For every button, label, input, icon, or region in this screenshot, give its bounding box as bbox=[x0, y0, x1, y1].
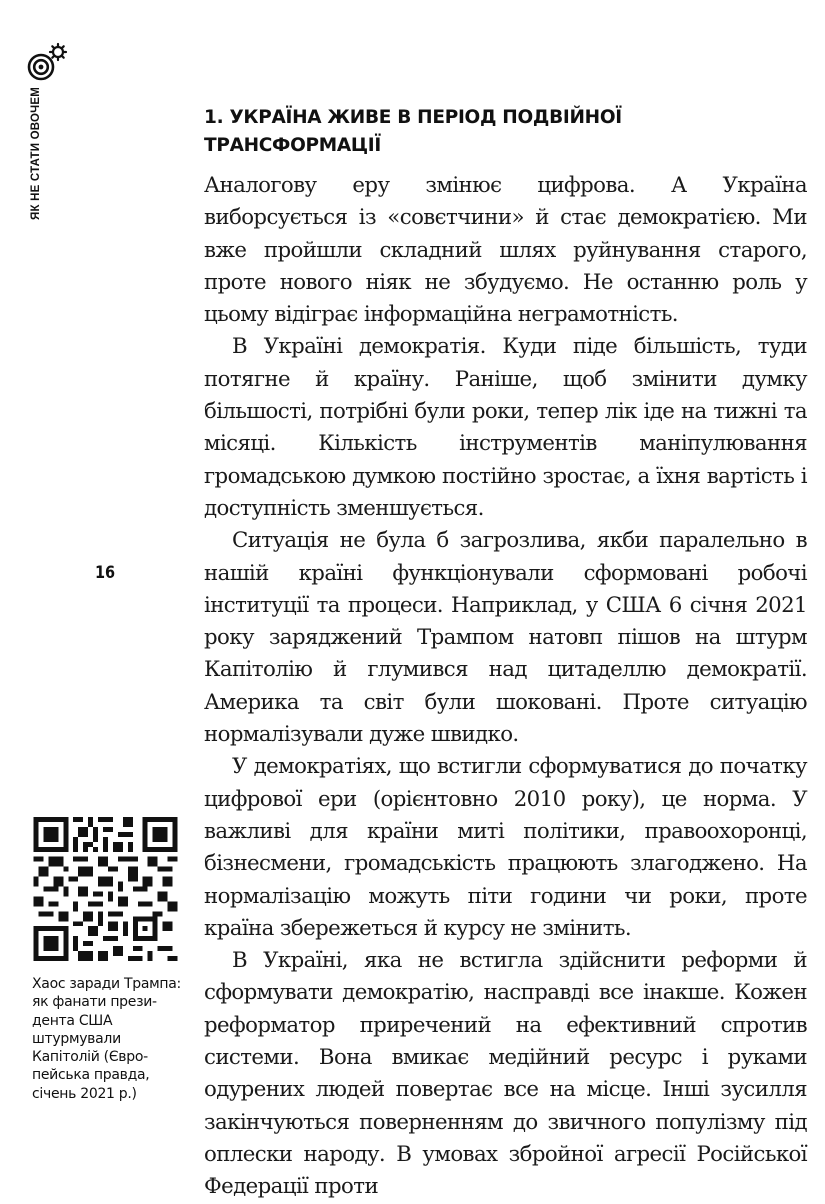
section-heading: 1. УКРАЇНА ЖИВЕ В ПЕРІОД ПОДВІЙНОЇ ТРАНСФОРМАЦІЇ bbox=[204, 107, 622, 156]
target-and-gear-icon bbox=[27, 42, 71, 82]
qr-caption: Хаос заради Трампа: як фанати прези-дента США штурмували Капітолій (Євро-пейська правда, січень 2021 р.) bbox=[32, 976, 181, 1102]
qr-code-icon[interactable] bbox=[33, 817, 178, 961]
paragraph: В Україні демократія. Куди піде більшість, туди потягне й країну. Раніше, щоб змінити думку більшості, потрібні були роки, тепер лік іде на тижні та місяці. Кількість інструментів маніпулювання громадською думкою постійно зростає, а їхня вартість і доступність зменшується. bbox=[204, 334, 807, 521]
paragraph: В Україні, яка не встигла здійснити реформи й сформувати демократію, насправді все інакше. Кожен реформатор приречений на ефективний спротив системи. Вона вмикає медійний ресурс і руками одурених людей повертає все на місце. Інші зусилля закінчуються поверненням до звичного популізму під оплески народу. В умовах збройної агресії Російської Федерації проти bbox=[204, 948, 807, 1200]
page-number: 16 bbox=[95, 563, 116, 583]
paragraph: У демократіях, що встигли сформуватися до початку цифрової ери (орієнтовно 2010 року), це норма. У важливі для країни миті політики, правоохоронці, бізнесмени, громадськість працюють злагоджено. На нормалізацію можуть піти години чи роки, проте країна збережеться й курсу не змінить. bbox=[204, 754, 807, 941]
body-text bbox=[204, 170, 807, 1204]
paragraph: Аналогову еру змінює цифрова. А Україна виборсується із «совєтчини» й стає демократією. Ми вже пройшли складний шлях руйнування старого, проте нового ніяк не збудуємо. Не останню роль у цьому відіграє інформаційна неграмотність. bbox=[204, 173, 807, 328]
running-title: ЯК НЕ СТАТИ ОВОЧЕМ bbox=[30, 86, 42, 220]
paragraph: Ситуація не була б загрозлива, якби паралельно в нашій країні функціонували сформовані робочі інституції та процеси. Наприклад, у США 6 січня 2021 року заряджений Трампом натовп пішов на штурм Капітолію й глумився над цитаделлю демократії. Америка та світ були шоковані. Проте ситуацію нормалізували дуже швидко. bbox=[204, 528, 807, 748]
